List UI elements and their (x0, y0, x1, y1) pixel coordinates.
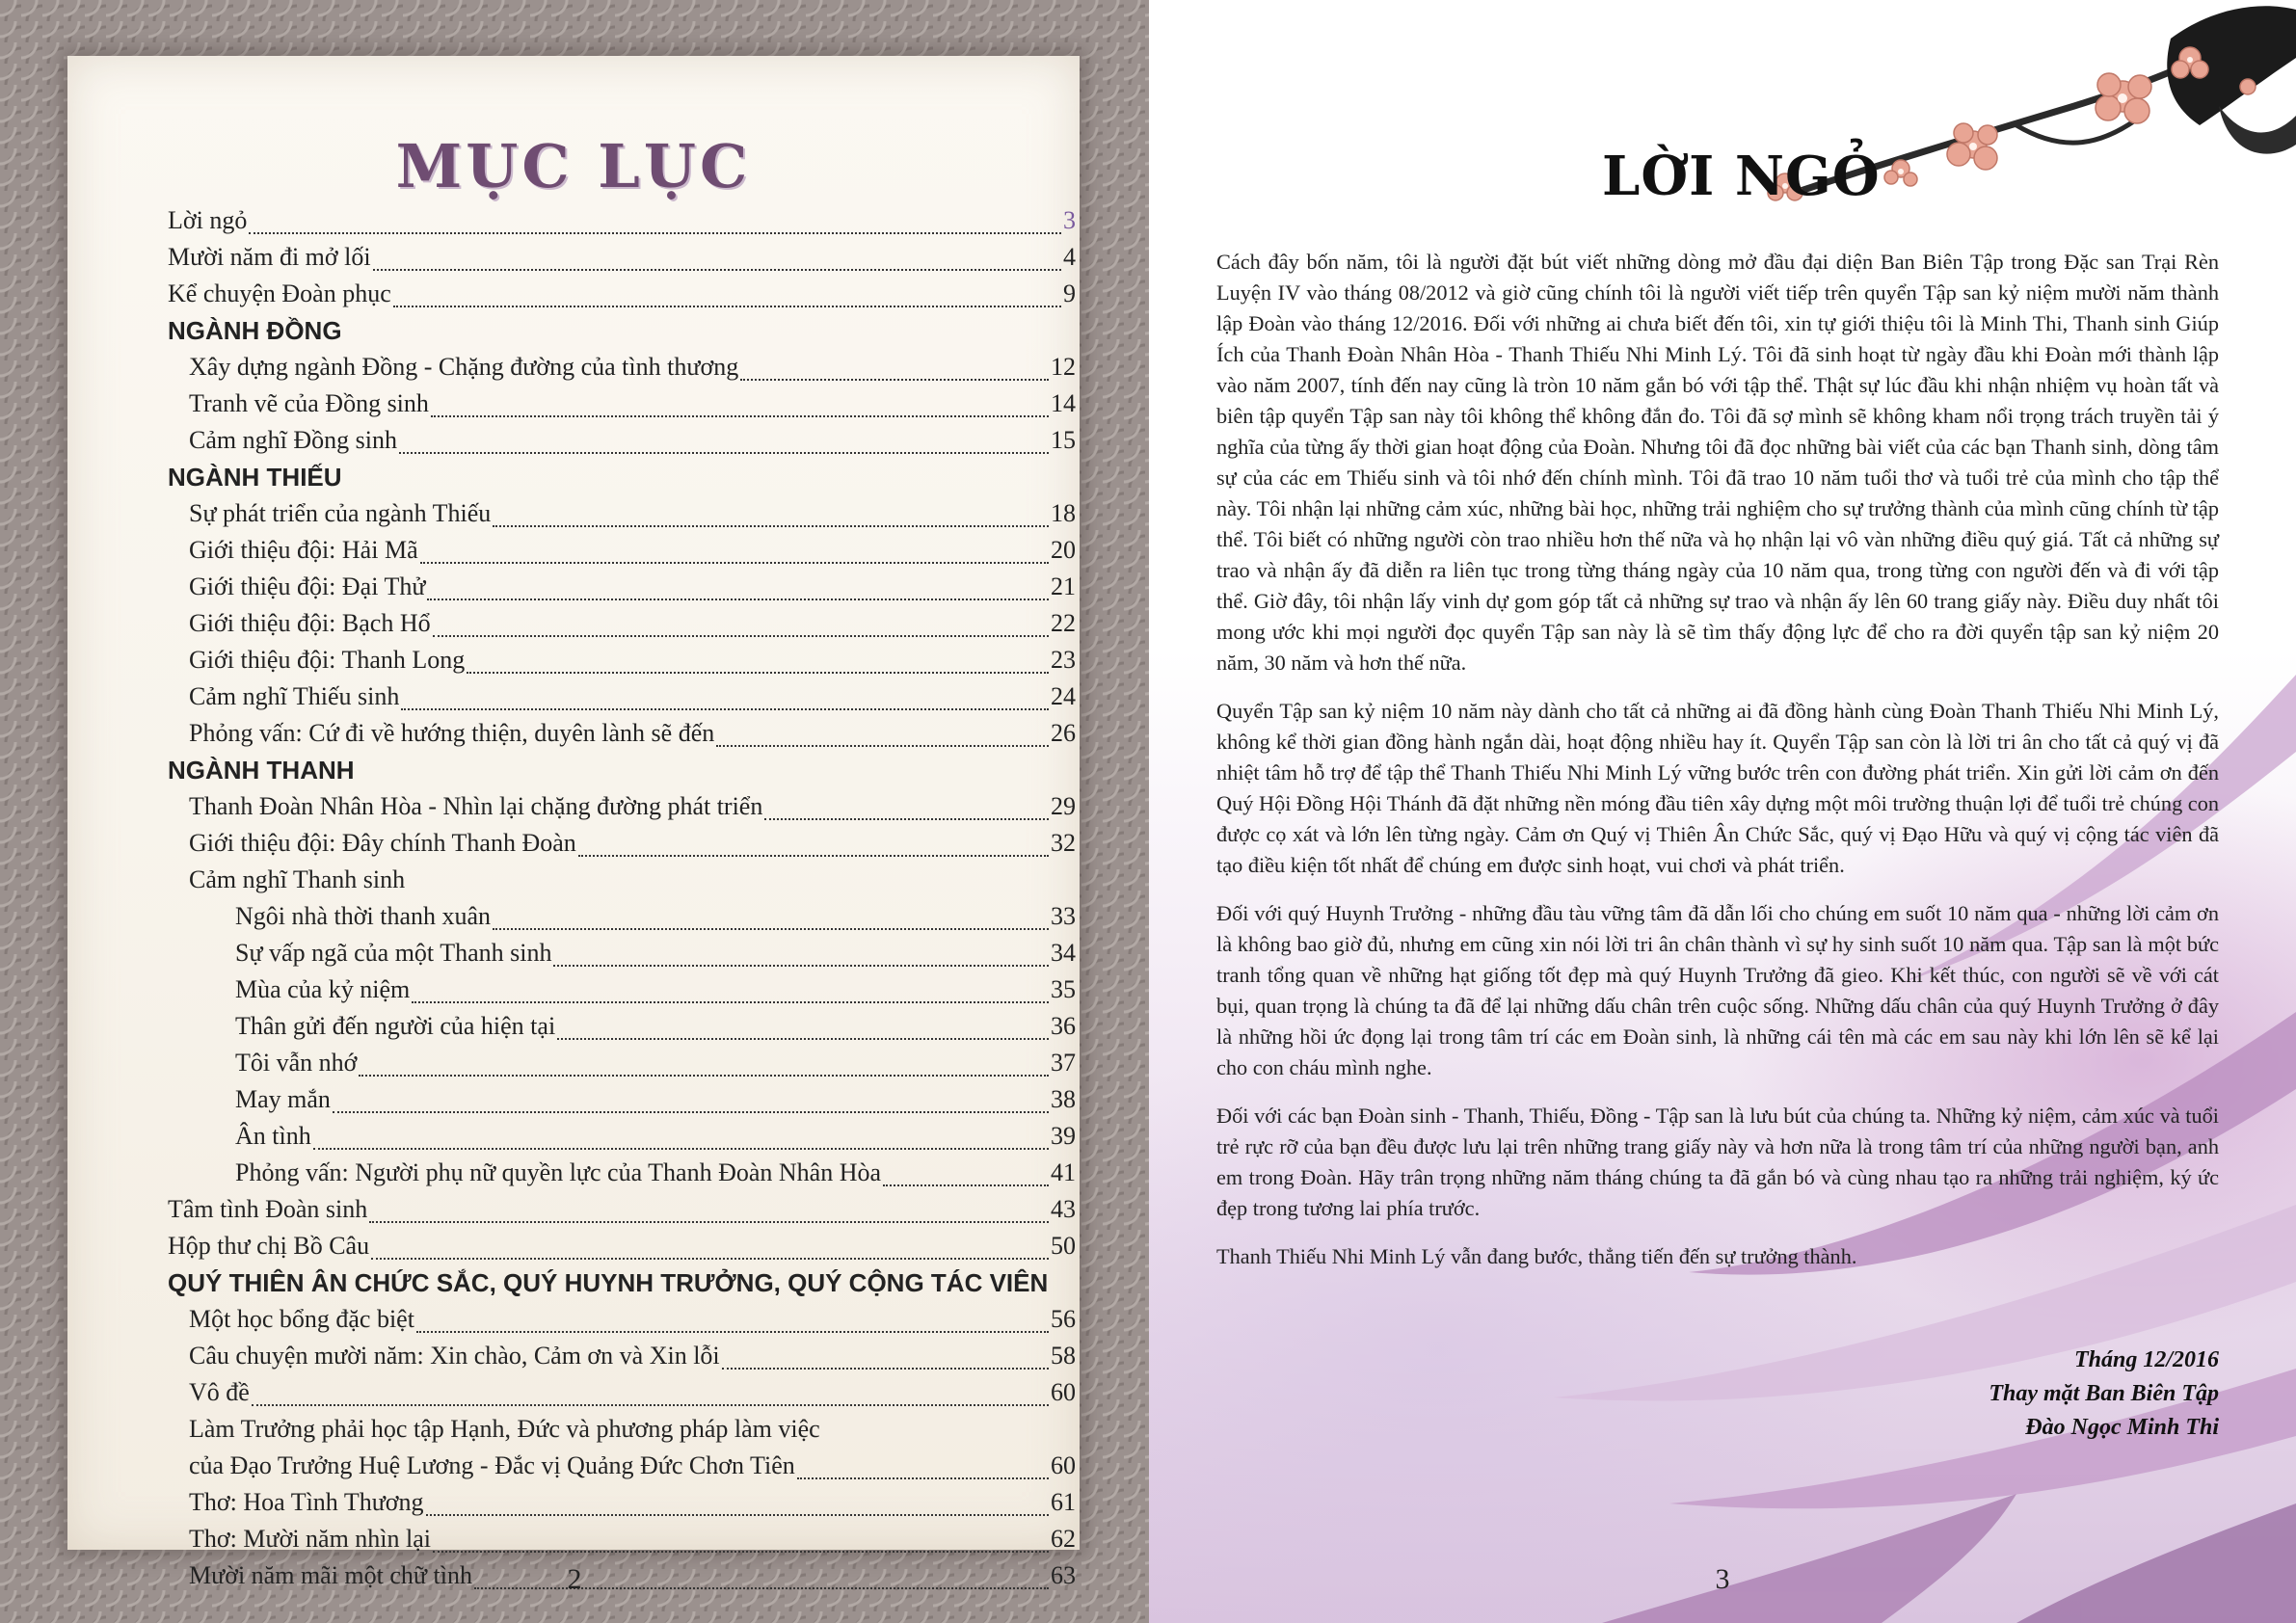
toc-dot-leader (426, 1513, 1049, 1516)
toc-entry-title: Sự vấp ngã của một Thanh sinh (235, 939, 552, 967)
toc-panel (67, 56, 1080, 1589)
toc-entry-title: Phỏng vấn: Người phụ nữ quyền lực của Thanh Đoàn Nhân Hòa (235, 1158, 882, 1186)
toc-entry[interactable] (168, 756, 1076, 792)
toc-entry[interactable] (168, 1232, 1076, 1268)
toc-entry-title: Thơ: Mười năm nhìn lại (189, 1525, 432, 1553)
toc-entry-title: Sự phát triển của ngành Thiếu (189, 499, 492, 527)
toc-entry[interactable] (168, 902, 1076, 939)
toc-entry-title: Xây dựng ngành Đồng - Chặng đường của tình thương (189, 353, 739, 381)
toc-dot-leader (333, 1110, 1049, 1113)
toc-dot-leader (722, 1367, 1049, 1370)
toc-entry-page: 9 (1063, 279, 1076, 307)
toc-dot-leader (433, 1550, 1049, 1553)
toc-entry-page: 37 (1051, 1049, 1076, 1077)
toc-entry[interactable] (168, 682, 1076, 719)
toc-entry-title: Giới thiệu đội: Thanh Long (189, 646, 466, 674)
toc-entry-title: Tranh vẽ của Đồng sinh (189, 389, 429, 417)
toc-entry-title: Mười năm đi mở lối (168, 243, 371, 271)
toc-entry-page: 14 (1051, 389, 1076, 417)
intro-paragraph: Thanh Thiếu Nhi Minh Lý vẫn đang bước, thẳng tiến đến sự trưởng thành. (1216, 1244, 1857, 1268)
toc-entry[interactable] (168, 353, 1076, 389)
intro-paragraph: Đối với các bạn Đoàn sinh - Thanh, Thiếu, Đồng - Tập san là lưu bút của chúng ta. Những kỷ niệm, cảm xúc và tuổi trẻ rực rỡ của bạn đều được lưu lại trên những trang giấy này và hơn nữa là trong tâm trí của những người bạn, anh em trong Đoàn. Hãy trân trọng những năm tháng chúng ta đã gắn bó và cùng nhau tạo ra những trải nghiệm, ký ức đẹp trong tương lai phía trước. (1216, 1104, 2219, 1220)
toc-entry-title: Câu chuyện mười năm: Xin chào, Cảm ơn và Xin lỗi (189, 1342, 720, 1370)
right-page (1149, 0, 2296, 1623)
toc-entry-title: Giới thiệu đội: Hải Mã (189, 536, 418, 564)
toc-dot-leader (764, 817, 1049, 820)
toc-entry-title: Giới thiệu đội: Đại Thử (189, 572, 426, 600)
toc-entry[interactable] (168, 1158, 1076, 1195)
toc-entry-page: 50 (1051, 1232, 1076, 1260)
toc-dot-leader (249, 231, 1061, 234)
toc-entry-page: 39 (1051, 1122, 1076, 1150)
toc-entry-title: Cảm nghĩ Thiếu sinh (189, 682, 400, 710)
toc-entry-page: 26 (1051, 719, 1076, 747)
toc-entry-page: 41 (1051, 1158, 1076, 1186)
toc-entry[interactable] (168, 279, 1076, 316)
toc-entry-page: 3 (1063, 206, 1076, 234)
toc-dot-leader (578, 854, 1049, 857)
intro-paragraph: Cách đây bốn năm, tôi là người đặt bút viết những dòng mở đầu đại diện Ban Biên Tập trong Đặc san Trại Rèn Luyện IV vào tháng 08/2012 và giờ cũng chính tôi là người viết tiếp trên quyển Tập san kỷ niệm mười năm thành lập Đoàn vào tháng 12/2016. Đối với những ai chưa biết đến tôi, xin tự giới thiệu tôi là Minh Thi, Thanh sinh Giúp Ích của Thanh Đoàn Nhân Hòa - Thanh Thiếu Nhi Minh Lý. Tôi đã sinh hoạt từ ngày đầu khi Đoàn mới thành lập vào năm 2007, tính đến nay cũng là tròn 10 năm gắn bó với tập thể. Thật sự lúc đầu khi nhận nhiệm vụ hoàn tất và biên tập quyển Tập san này tôi không thể không đắn đo. Tôi đã sợ mình sẽ không kham nổi trọng trách truyền tải ý nghĩa của từng ấy thời gian hoạt động của Đoàn. Nhưng tôi đã đọc những bài viết của các bạn Thanh sinh, dòng tâm sự của các em Thiếu sinh và tôi nhớ đến chính mình. Tôi đã trao 10 năm tuổi thơ và tuổi trẻ của mình cho tập thể này. Tôi nhận lại những cảm xúc, những bài học, những trải nghiệm cho sự trưởng thành của mình cũng chính từ tập thể. Tôi biết có những người còn trao nhiều hơn thế nữa và họ nhận lại vô vàn những điều quý giá. Tất cả những sự trao và nhận ấy đã diễn ra liên tục trong từng tháng ngày của 10 năm qua, trong từng con người đến và đi với tập thể. Giờ đây, tôi nhận lấy vinh dự gom góp tất cả những sự trao và nhận ấy lên 60 trang giấy này. Điều duy nhất tôi mong ước khi mọi người đọc quyển Tập san này là sẽ tìm thấy động lực để cho ra đời quyển tập san kỷ niệm 20 năm, 30 năm và hơn thế nữa. (1216, 250, 2219, 675)
signature-name: Đào Ngọc Minh Thi (2025, 1415, 2219, 1440)
toc-dot-leader (883, 1184, 1049, 1186)
toc-entry-page: 36 (1051, 1012, 1076, 1040)
toc-dot-leader (412, 1000, 1049, 1003)
toc-entry[interactable] (168, 463, 1076, 499)
toc-entry[interactable] (168, 1085, 1076, 1122)
toc-entry-title: May mắn (235, 1085, 331, 1113)
toc-entry[interactable] (168, 829, 1076, 865)
toc-list (168, 206, 1076, 1598)
toc-entry-title: Cảm nghĩ Đồng sinh (189, 426, 397, 454)
toc-entry-page: 61 (1051, 1488, 1076, 1516)
toc-entry-page: 35 (1051, 975, 1076, 1003)
toc-entry[interactable] (168, 939, 1076, 975)
toc-dot-leader (373, 268, 1061, 271)
toc-entry-title: Một học bổng đặc biệt (189, 1305, 414, 1333)
toc-section-heading: NGÀNH THIẾU (168, 463, 342, 492)
toc-dot-leader (393, 305, 1061, 307)
toc-entry-title: Thân gửi đến người của hiện tại (235, 1012, 556, 1040)
toc-entry-page: 63 (1051, 1561, 1076, 1589)
toc-entry-title: Lời ngỏ (168, 206, 248, 234)
toc-entry-page: 43 (1051, 1195, 1076, 1223)
toc-entry[interactable] (168, 792, 1076, 829)
toc-entry-title-line2: của Đạo Trưởng Huệ Lương - Đắc vị Quảng Đức Chơn Tiên (189, 1451, 795, 1479)
toc-entry-title: Giới thiệu đội: Đây chính Thanh Đoàn (189, 829, 576, 857)
toc-dot-leader (431, 414, 1049, 417)
toc-entry[interactable] (168, 609, 1076, 646)
toc-entry[interactable] (168, 206, 1076, 243)
toc-entry-page: 18 (1051, 499, 1076, 527)
toc-entry-title: Phỏng vấn: Cứ đi về hướng thiện, duyên lành sẽ đến (189, 719, 715, 747)
toc-dot-leader (427, 598, 1049, 600)
toc-entry[interactable] (168, 1305, 1076, 1342)
toc-entry-title: Hộp thư chị Bồ Câu (168, 1232, 370, 1260)
toc-entry-page: 15 (1051, 426, 1076, 454)
toc-entry-title: Giới thiệu đội: Bạch Hổ (189, 609, 431, 637)
toc-entry[interactable] (168, 243, 1076, 279)
intro-title: LỜI NGỎ (1602, 145, 1881, 208)
toc-dot-leader (420, 561, 1049, 564)
toc-dot-leader (493, 524, 1049, 527)
toc-section-heading: NGÀNH ĐỒNG (168, 316, 342, 345)
toc-dot-leader (740, 378, 1049, 381)
toc-entry[interactable] (168, 1342, 1076, 1378)
toc-dot-leader (401, 707, 1049, 710)
toc-dot-leader (467, 671, 1049, 674)
toc-dot-leader (252, 1403, 1049, 1406)
toc-dot-leader (553, 964, 1049, 967)
toc-entry-page: 34 (1051, 939, 1076, 967)
toc-dot-leader (716, 744, 1049, 747)
right-page-number: 3 (1715, 1563, 1730, 1595)
toc-entry-page: 20 (1051, 536, 1076, 564)
toc-entry-page: 58 (1051, 1342, 1076, 1370)
toc-entry-page: 60 (1051, 1451, 1076, 1479)
toc-entry[interactable] (168, 316, 1076, 353)
toc-dot-leader (399, 451, 1049, 454)
intro-body (1216, 247, 2219, 1290)
toc-entry-page: 24 (1051, 682, 1076, 710)
toc-entry-title: Ngôi nhà thời thanh xuân (235, 902, 492, 930)
toc-dot-leader (371, 1257, 1049, 1260)
toc-entry[interactable] (168, 1122, 1076, 1158)
toc-entry-title: Mười năm mãi một chữ tình (189, 1561, 472, 1589)
toc-entry-title: Tâm tình Đoàn sinh (168, 1195, 368, 1223)
toc-entry-title: Vô đề (189, 1378, 250, 1406)
toc-entry-page: 38 (1051, 1085, 1076, 1113)
toc-entry[interactable] (168, 719, 1076, 756)
toc-entry-title: Tôi vẫn nhớ (235, 1049, 358, 1077)
toc-entry-page: 33 (1051, 902, 1076, 930)
signature-role: Thay mặt Ban Biên Tập (1989, 1381, 2219, 1406)
toc-dot-leader (369, 1220, 1049, 1223)
toc-entry[interactable] (168, 572, 1076, 609)
toc-entry-title: Thanh Đoàn Nhân Hòa - Nhìn lại chặng đường phát triển (189, 792, 763, 820)
toc-entry-title: Kể chuyện Đoàn phục (168, 279, 391, 307)
toc-entry-page: 56 (1051, 1305, 1076, 1333)
toc-section-heading: QUÝ THIÊN ÂN CHỨC SẮC, QUÝ HUYNH TRƯỞNG, QUÝ CỘNG TÁC VIÊN (168, 1268, 1049, 1297)
signature-date: Tháng 12/2016 (2073, 1347, 2219, 1372)
toc-entry[interactable] (168, 1488, 1076, 1525)
toc-entry-title: Mùa của kỷ niệm (235, 975, 411, 1003)
toc-section-heading: NGÀNH THANH (168, 756, 355, 785)
toc-entry-page: 29 (1051, 792, 1076, 820)
toc-entry-title: Ân tình (235, 1122, 311, 1150)
toc-dot-leader (359, 1074, 1049, 1077)
toc-entry[interactable] (168, 865, 1076, 902)
toc-dot-leader (313, 1147, 1049, 1150)
toc-entry-page: 12 (1051, 353, 1076, 381)
intro-paragraph: Đối với quý Huynh Trưởng - những đầu tàu vững tâm đã dẫn lối cho chúng em suốt 10 năm qua - những lời cảm ơn là không bao giờ đủ, nhưng em cũng xin nói lời tri ân chân thành vì sự hy sinh suốt 10 năm qua. Tập san là một bức tranh tổng quan về những hạt giống tốt đẹp mà quý Huynh Trưởng đã gieo. Khi kết thúc, con người sẽ về với cát bụi, quan trọng là chúng ta đã để lại những dấu chân trên cuộc sống. Những dấu chân của quý Huynh Trưởng ở đây là những hồi ức đọng lại trong tâm trí các em Đoàn sinh, là những cái tên mà các em sau này khi lớn lên sẽ kể lại cho con cháu mình nghe. (1216, 901, 2219, 1079)
toc-entry[interactable] (168, 426, 1076, 463)
toc-entry[interactable] (168, 499, 1076, 536)
toc-entry[interactable] (168, 1049, 1076, 1085)
toc-dot-leader (416, 1330, 1049, 1333)
toc-entry-page: 32 (1051, 829, 1076, 857)
toc-dot-leader (797, 1477, 1049, 1479)
toc-entry-title: Cảm nghĩ Thanh sinh (189, 865, 406, 893)
toc-title: MỤC LỤC (395, 131, 752, 201)
toc-entry-page: 22 (1051, 609, 1076, 637)
toc-entry[interactable] (168, 1525, 1076, 1561)
toc-entry-page: 21 (1051, 572, 1076, 600)
signature-block (1989, 1344, 2219, 1445)
toc-entry-title: Thơ: Hoa Tình Thương (189, 1488, 424, 1516)
toc-entry-page: 23 (1051, 646, 1076, 674)
toc-dot-leader (557, 1037, 1049, 1040)
toc-entry[interactable] (168, 646, 1076, 682)
toc-dot-leader (433, 634, 1049, 637)
toc-entry[interactable] (168, 1268, 1076, 1305)
toc-entry-page: 60 (1051, 1378, 1076, 1406)
toc-entry[interactable] (168, 536, 1076, 572)
toc-entry[interactable] (168, 389, 1076, 426)
toc-dot-leader (493, 927, 1049, 930)
toc-entry[interactable] (168, 1378, 1076, 1415)
toc-entry-page: 62 (1051, 1525, 1076, 1553)
toc-entry[interactable] (168, 1012, 1076, 1049)
toc-entry-title: Làm Trưởng phải học tập Hạnh, Đức và phương pháp làm việc (189, 1415, 820, 1443)
intro-paragraph: Quyển Tập san kỷ niệm 10 năm này dành cho tất cả những ai đã đồng hành cùng Đoàn Thanh Thiếu Nhi Minh Lý, không kể thời gian đồng hành ngắn dài, hoạt động nhiều hay ít. Quyển Tập san còn là lời tri ân cho tất cả quý vị đã nhiệt tâm hỗ trợ để tập thể Thanh Thiếu Nhi Minh Lý vững bước trên con đường phát triển. Xin gửi lời cảm ơn đến Quý Hội Đồng Hội Thánh đã đặt những nền móng đầu tiên xây dựng một môi trường thuận lợi để tuổi trẻ chúng con được cọ xát và lớn lên từng ngày. Cảm ơn Quý vị Thiên Ân Chức Sắc, quý vị Đạo Hữu và quý vị cộng tác viên đã tạo điều kiện tốt nhất để chúng em được sinh hoạt, vui chơi và phát triển. (1216, 699, 2219, 877)
toc-entry[interactable] (168, 1415, 1076, 1488)
toc-entry[interactable] (168, 1195, 1076, 1232)
left-page-number: 2 (567, 1563, 582, 1595)
toc-entry[interactable] (168, 975, 1076, 1012)
toc-entry-page: 4 (1063, 243, 1076, 271)
